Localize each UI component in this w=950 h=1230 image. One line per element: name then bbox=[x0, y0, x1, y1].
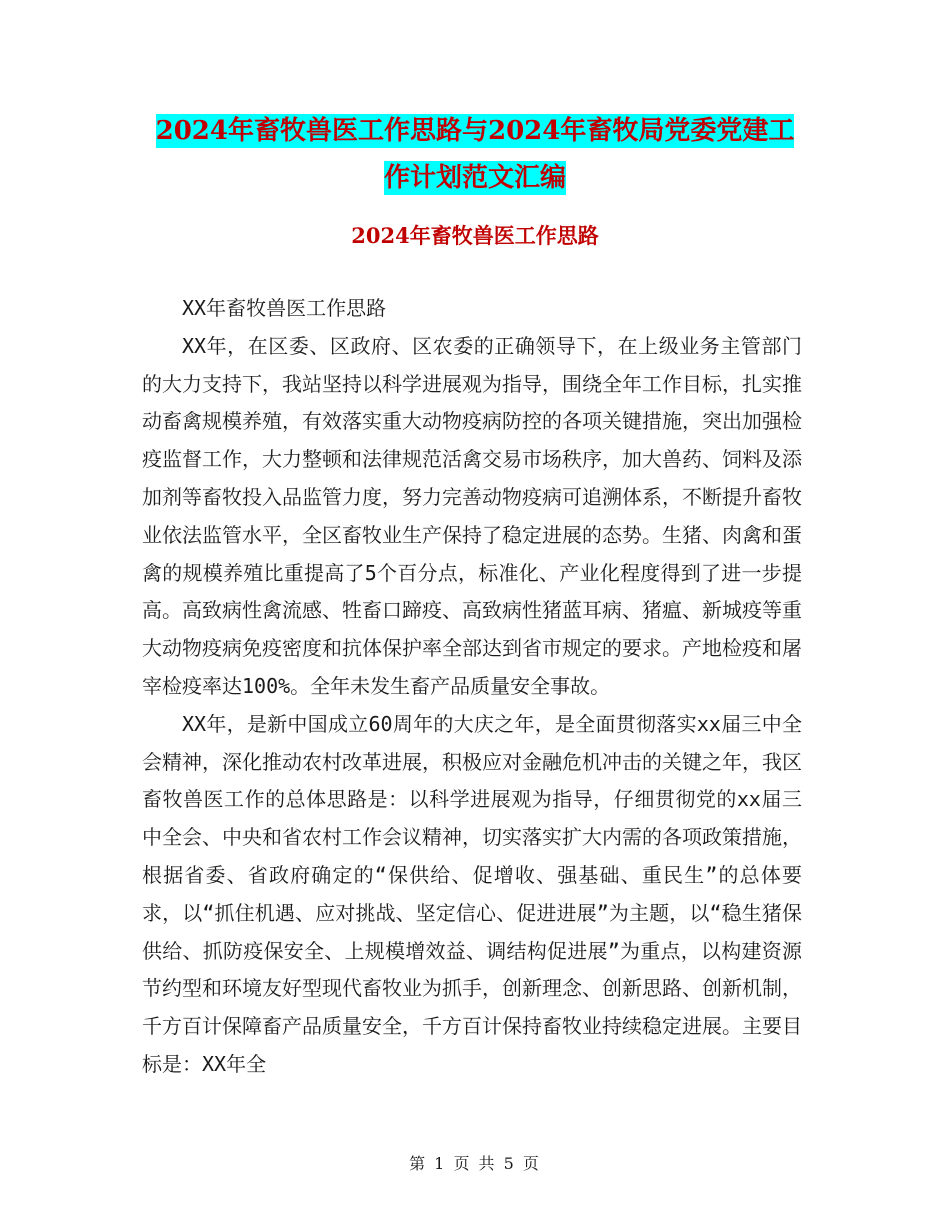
body-paragraph: XX年，在区委、区政府、区农委的正确领导下，在上级业务主管部门的大力支持下，我站坚持以科学进展观为指导，围绕全年工作目标，扎实推动畜禽规模养殖，有效落实重大动物疫病防控的各项关键措施，突出加强检疫监督工作，大力整顿和法律规范活禽交易市场秩序，加大兽药、饲料及添加剂等畜牧投入品监管力度，努力完善动物疫病可追溯体系，不断提升畜牧业依法监管水平，全区畜牧业生产保持了稳定进展的态势。生猪、肉禽和蛋禽的规模养殖比重提高了5个百分点，标准化、产业化程度得到了进一步提高。高致病性禽流感、牲畜口蹄疫、高致病性猪蓝耳病、猪瘟、新城疫等重大动物疫病免疫密度和抗体保护率全部达到省市规定的要求。产地检疫和屠宰检疫率达100%。全年未发生畜产品质量安全事故。 bbox=[142, 333, 802, 698]
body-paragraph: XX年畜牧兽医工作思路 bbox=[182, 296, 387, 320]
body-paragraph: XX年，是新中国成立60周年的大庆之年，是全面贯彻落实xx届三中全会精神，深化推动农村改革进展，积极应对金融危机冲击的关键之年，我区畜牧兽医工作的总体思路是：以科学进展观为指导，仔细贯彻党的xx届三中全会、中央和省农村工作会议精神，切实落实扩大内需的各项政策措施，根据省委、省政府确定的“保供给、促增收、强基础、重民生”的总体要求，以“抓住机遇、应对挑战、坚定信心、促进进展”为主题，以“稳生猪保供给、抓防疫保安全、上规模增效益、调结构促进展”为重点，以构建资源节约型和环境友好型现代畜牧业为抓手，创新理念、创新思路、创新机制，千方百计保障畜产品质量安全，千方百计保持畜牧业持续稳定进展。主要目标是：XX年全 bbox=[142, 711, 802, 1076]
document-title bbox=[0, 108, 950, 202]
page-number-footer: 第 1 页 共 5 页 bbox=[409, 1154, 541, 1173]
document-title-line-1: 2024年畜牧兽医工作思路与2024年畜牧局党委党建工 bbox=[155, 116, 795, 146]
document-title-line-2: 作计划范文汇编 bbox=[383, 163, 566, 193]
document-body bbox=[142, 290, 802, 1084]
section-title: 2024年畜牧兽医工作思路 bbox=[351, 223, 599, 248]
